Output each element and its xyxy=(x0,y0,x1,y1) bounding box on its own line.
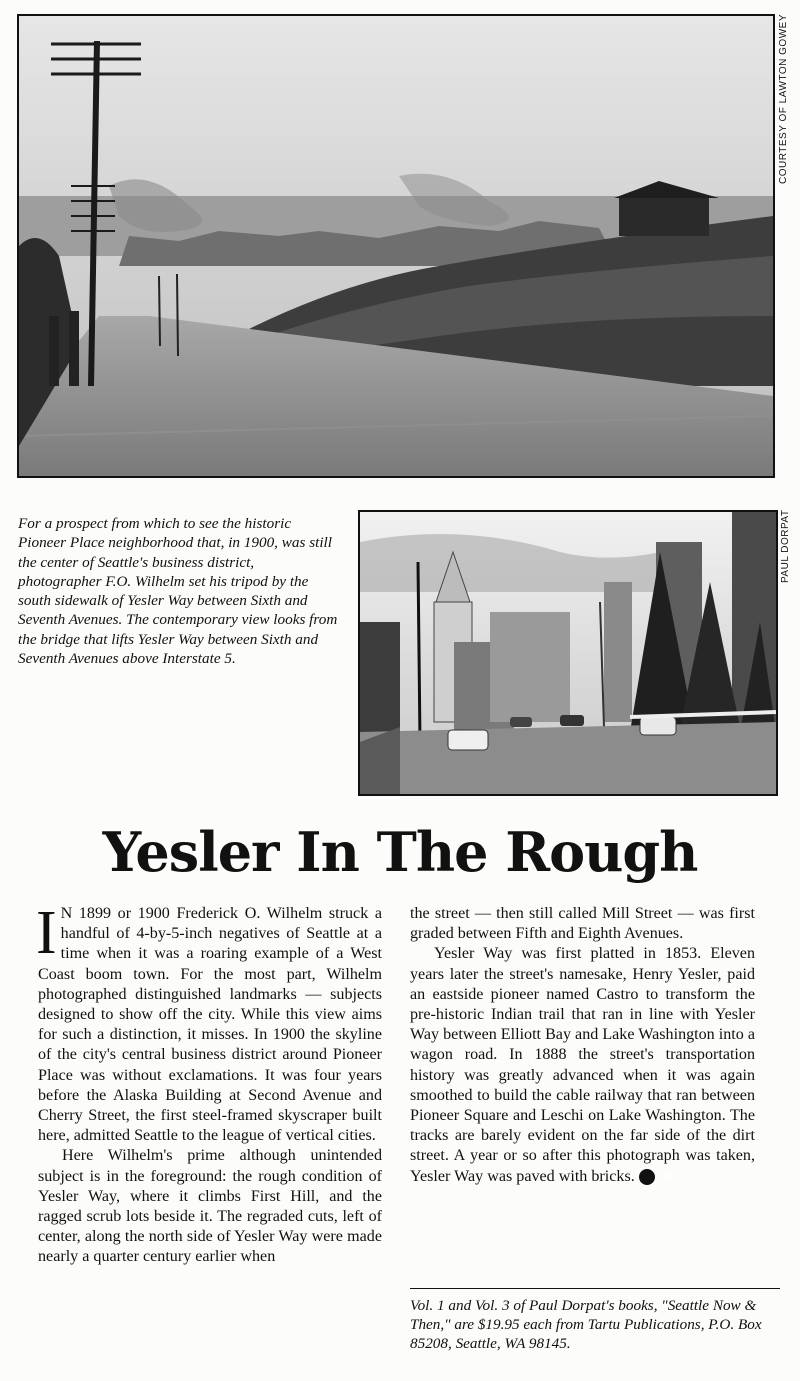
paragraph-text: N 1899 or 1900 Frederick O. Wilhelm struck a handful of 4-by-5-inch negatives of Seattle at a time when it was a roaring example of a West Coast boom town. For the most part, Wilhelm photographed distinguished landmarks — subjects designed to show off the city. While this view aims for such a distinction, it misses. In 1900 the skyline of the city's central business district around Pioneer Place was without exclamations. It was four years before the Alaska Building at Second Avenue and Cherry Street, the first steel-framed skyscraper built here, admitted Seattle to the league of vertical cities. xyxy=(38,905,382,1145)
historic-photo xyxy=(17,14,775,478)
modern-photo xyxy=(358,510,778,796)
article-paragraph: the street — then still called Mill Street — was first graded between Fifth and Eighth Avenues. xyxy=(410,905,755,943)
drop-cap: I xyxy=(36,899,57,967)
paragraph-text: Yesler Way was first platted in 1853. Eleven years later the street's namesake, Henry Yesler, paid an eastside pioneer named Castro to transform the pre-historic Indian trail that ran in line with Yesler Way between Elliott Bay and Lake Washington into a wagon road. In 1888 the street's transportation history was greatly advanced when it was again smoothed to build the cable railway that ran between Pioneer Square and Leschi on Lake Washington. The tracks are barely evident on the far side of the dirt street. A year or so after this photograph was taken, Yesler Way was paved with bricks. xyxy=(410,945,755,1185)
article-column-left xyxy=(36,899,382,1268)
article-headline: Yesler In The Rough xyxy=(102,820,698,884)
article-paragraph xyxy=(36,899,382,1146)
footnote-divider xyxy=(410,1288,780,1289)
book-footnote: Vol. 1 and Vol. 3 of Paul Dorpat's books, "Seattle Now & Then," are $19.95 each from Tartu Publications, P.O. Box 85208, Seattle, WA 98145. xyxy=(410,1297,762,1353)
article-paragraph: Here Wilhelm's prime although unintended subject is in the foreground: the rough condition of Yesler Way, where it climbs First Hill, and the ragged scrub lots beside it. The regraded cuts, left of center, along the north side of Yesler Way were made nearly a quarter century earlier when xyxy=(38,1147,382,1266)
historic-photo-credit: COURTESY OF LAWTON GOWEY xyxy=(778,14,789,184)
end-mark-icon: P xyxy=(639,1169,655,1185)
photo-caption: For a prospect from which to see the historic Pioneer Place neighborhood that, in 1900, was still the center of Seattle's business district, photographer F.O. Wilhelm set his tripod by the south sidewalk of Yesler Way between Sixth and Seventh Avenues. The contemporary view looks from the bridge that lifts Yesler Way between Sixth and Seventh Avenues above Interstate 5. xyxy=(18,515,338,668)
article-column-right xyxy=(410,904,755,1187)
article-paragraph xyxy=(410,944,755,1186)
modern-photo-credit: PAUL DORPAT xyxy=(780,510,791,584)
historic-photo-image xyxy=(19,16,773,476)
modern-photo-image xyxy=(360,512,776,794)
